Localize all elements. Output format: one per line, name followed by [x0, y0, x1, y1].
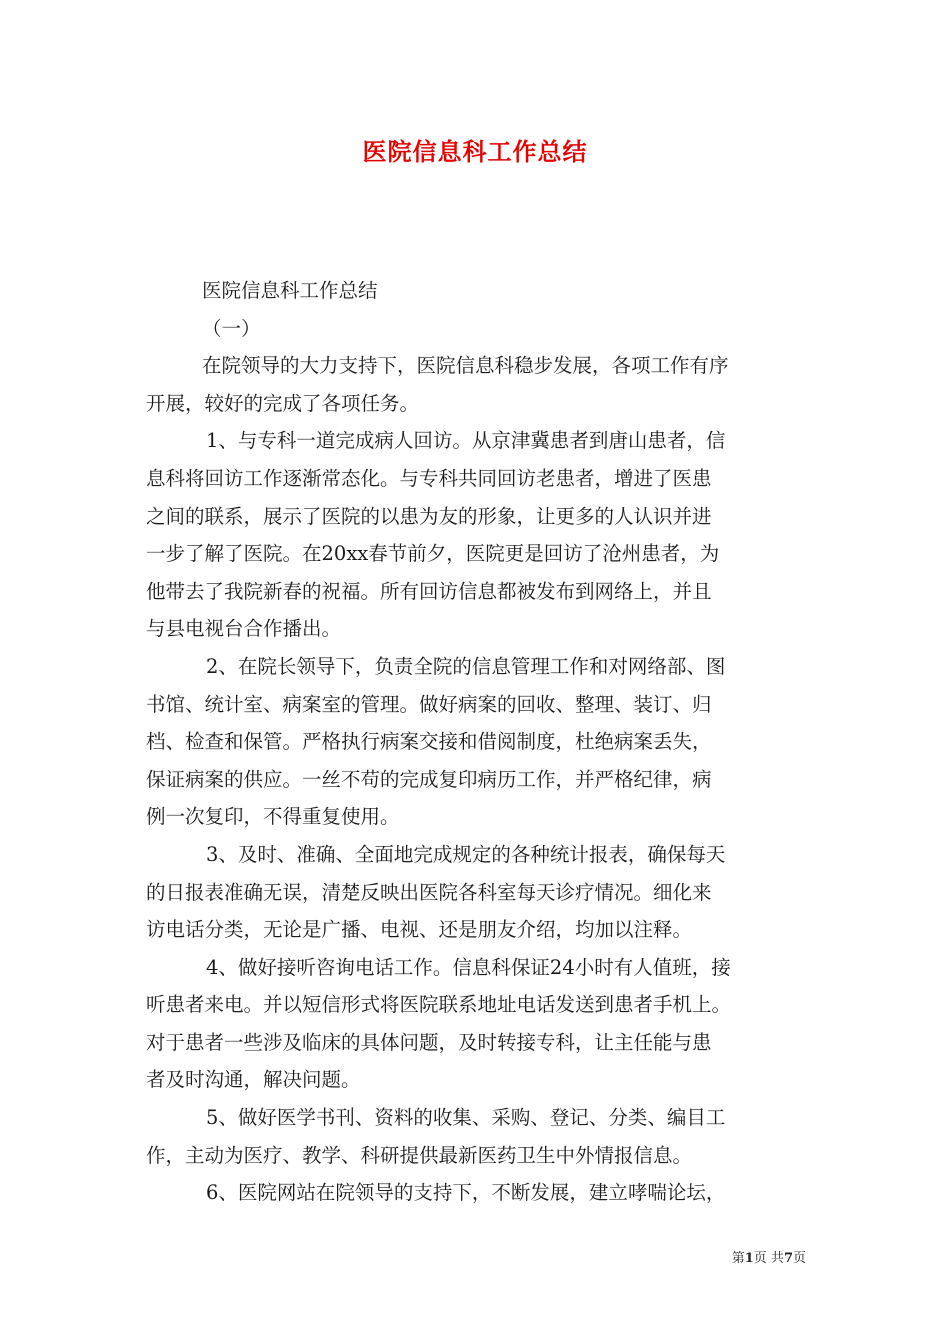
footer-suffix: 页	[792, 1251, 806, 1266]
document-title: 医院信息科工作总结	[362, 138, 588, 166]
paragraph-line: 一步了解了医院。在20xx春节前夕，医院更是回访了沧州患者，为	[146, 542, 720, 566]
paragraph-line: 他带去了我院新春的祝福。所有回访信息都被发布到网络上，并且	[146, 579, 712, 603]
paragraph-line: 2、在院长领导下，负责全院的信息管理工作和对网络部、图	[206, 654, 726, 678]
footer-total-pages: 7	[783, 1251, 793, 1266]
paragraph-line: 的日报表准确无误，清楚反映出医院各科室每天诊疗情况。细化来	[146, 880, 712, 904]
paragraph-line: 与县电视台合作播出。	[146, 617, 342, 641]
paragraph-line: 书馆、统计室、病案室的管理。做好病案的回收、整理、装订、归	[146, 692, 712, 716]
subtitle-line: 医院信息科工作总结	[202, 279, 378, 302]
paragraph-line: 1、与专科一道完成病人回访。从京津冀患者到唐山患者，信	[206, 429, 726, 453]
paragraph-line: 听患者来电。并以短信形式将医院联系地址电话发送到患者手机上。	[146, 993, 732, 1017]
page-number-footer	[732, 1247, 806, 1266]
paragraph-line: 4、做好接听咨询电话工作。信息科保证24小时有人值班，接	[206, 955, 731, 979]
paragraph-line: 例一次复印，不得重复使用。	[146, 805, 400, 829]
paragraph-line: 3、及时、准确、全面地完成规定的各种统计报表，确保每天	[206, 842, 726, 866]
footer-middle: 页 共	[753, 1251, 784, 1266]
footer-current-page: 1	[744, 1251, 754, 1266]
paragraph-line: 访电话分类，无论是广播、电视、还是朋友介绍，均加以注释。	[146, 918, 693, 942]
section-marker: （一）	[202, 316, 261, 340]
paragraph-line: 息科将回访工作逐渐常态化。与专科共同回访老患者，增进了医患	[146, 466, 712, 490]
paragraph-line: 6、医院网站在院领导的支持下，不断发展，建立哮喘论坛，	[206, 1181, 726, 1205]
paragraph-line: 保证病案的供应。一丝不苟的完成复印病历工作，并严格纪律，病	[146, 767, 712, 791]
paragraph-line: 档、检查和保管。严格执行病案交接和借阅制度，杜绝病案丢失，	[146, 730, 712, 754]
paragraph-line: 作，主动为医疗、教学、科研提供最新医药卫生中外情报信息。	[146, 1143, 693, 1167]
paragraph-line: 之间的联系，展示了医院的以患为友的形象，让更多的人认识并进	[146, 504, 712, 528]
paragraph-line: 对于患者一些涉及临床的具体问题，及时转接专科，让主任能与患	[146, 1030, 712, 1054]
paragraph-line: 开展，较好的完成了各项任务。	[146, 391, 420, 415]
footer-prefix: 第	[731, 1251, 745, 1266]
paragraph-line: 5、做好医学书刊、资料的收集、采购、登记、分类、编目工	[206, 1106, 726, 1130]
paragraph-line: 在院领导的大力支持下，医院信息科稳步发展，各项工作有序	[202, 354, 729, 378]
paragraph-line: 者及时沟通，解决问题。	[146, 1068, 361, 1092]
document-body	[146, 272, 808, 1212]
